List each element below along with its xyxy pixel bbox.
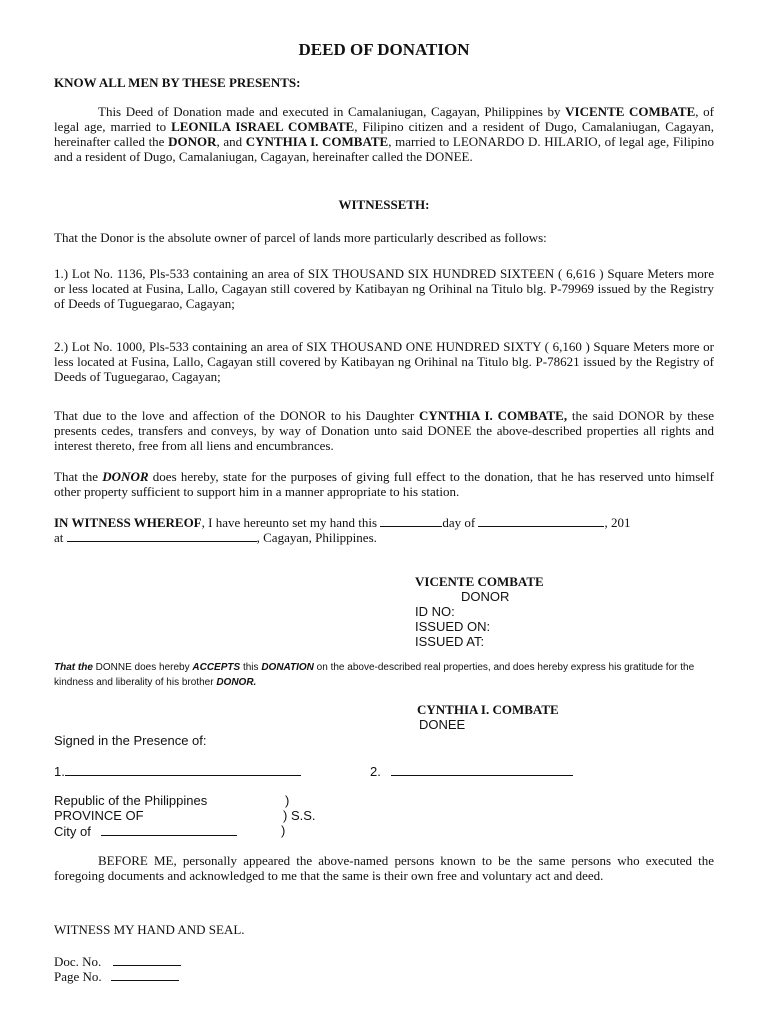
donor-label: DONOR [168,134,217,149]
document-title: DEED OF DONATION [298,40,470,59]
donor-signature-name: VICENTE COMBATE [415,574,544,589]
acceptance-text-2: this [240,662,262,673]
donee-signature-name: CYNTHIA I. COMBATE [417,702,559,717]
province-label: PROVINCE OF [54,808,144,823]
place-at-label: at [54,530,67,545]
before-me-paragraph [54,853,714,883]
donor-spouse-name: LEONILA ISRAEL COMBATE [171,119,355,134]
witness-whereof-paragraph [54,514,714,530]
absolute-owner-paragraph: That the Donor is the absolute owner of parcel of lands more particularly described as follows: [54,230,547,245]
witness-whereof-text-3: , 201 [604,515,631,530]
donee-signature-role: DONEE [419,717,466,732]
doc-no-blank[interactable] [113,953,181,966]
intro-text-4: , and [216,134,246,149]
donor-signature-role: DONOR [461,589,510,604]
donor-issued-on: ISSUED ON: [415,619,491,634]
donor-id-no: ID NO: [415,604,455,619]
republic-paren: ) [285,793,290,808]
intro-text-5: , married to LEONARDO D. HILARIO, of legal age, Filipino and a resident of Dugo, Camalaniugan, Cagayan, hereinafter called the DONEE. [54,134,714,164]
daughter-name: CYNTHIA I. COMBATE, [419,408,568,423]
city-paren: ) [281,823,286,838]
intro-text-2: , of legal age, married to [54,104,714,134]
republic-label: Republic of the Philippines [54,793,208,808]
page-no-label: Page No. [54,969,102,984]
signed-presence-label: Signed in the Presence of: [54,733,207,748]
donee-name: CYNTHIA I. COMBATE [245,134,389,149]
reserve-donor-label: DONOR [102,469,149,484]
reserve-text-1: That the [54,469,103,484]
intro-text-1: This Deed of Donation made and executed in Camalaniugan, Cagayan, Philippines by [98,104,566,119]
lot-2-paragraph: 2.) Lot No. 1000, Pls-533 containing an area of SIX THOUSAND ONE HUNDRED SIXTY ( 6,160 ) Square Meters more or less located at Fusina, Lallo, Cagayan still covered by Katibayan ng Orihinal na Titulo blg. P-78621 issued by the Registry of Deeds of Tuguegarao, Cagayan; [54,339,714,384]
place-blank[interactable] [67,529,257,542]
love-text-1: That due to the love and affection of the DONOR to his Daughter [54,408,419,423]
love-affection-paragraph [54,408,714,453]
witnesseth-heading: WITNESSETH: [338,197,430,212]
witness-1-line [54,763,301,779]
doc-no-label: Doc. No. [54,954,102,969]
reserve-text-2: does hereby, state for the purposes of giving full effect to the donation, that he has reserved unto himself other property sufficient to support him in a manner appropriate to his station. [54,469,714,499]
witness-1-label: 1. [54,764,65,779]
witness-whereof-text-2: day of [442,515,479,530]
witness-1-blank[interactable] [65,763,301,776]
know-all-heading: KNOW ALL MEN BY THESE PRESENTS: [54,75,301,90]
city-blank[interactable] [101,823,237,836]
page-no-blank[interactable] [111,968,179,981]
before-me-lead: BEFORE ME [98,853,174,868]
acceptance-accepts: ACCEPTS [192,662,241,673]
day-blank[interactable] [380,514,442,527]
donor-issued-at: ISSUED AT: [415,634,485,649]
witness-2-line [370,763,573,779]
acceptance-text-1: DONNE does hereby [92,662,193,673]
doc-no-line [54,953,181,969]
intro-text-3: , Filipino citizen and a resident of Dugo, Camalaniugan, Cagayan, hereinafter called the [54,119,714,149]
witness-hand-seal: WITNESS MY HAND AND SEAL. [54,922,245,937]
love-text-2: the said DONOR by these presents cedes, transfers and conveys, by way of Donation unto said DONEE the above-described properties all rights and interest thereto, free from all liens and encumbrances. [54,408,714,453]
acceptance-text-3: on the above-described real properties, and does hereby express his gratitude for the kindness and liberality of his brother [54,662,695,688]
city-label: City of [54,824,91,839]
place-line [54,529,377,545]
witness-2-label: 2. [370,764,381,779]
donor-name: VICENTE COMBATE [565,104,696,119]
reserve-paragraph [54,469,714,499]
before-me-text: , personally appeared the above-named persons known to be the same persons who executed the foregoing documents and acknowledged to me that the same is their own free and voluntary act and deed. [54,853,715,883]
intro-paragraph [54,104,714,164]
acceptance-donor: DONOR. [216,677,257,688]
witness-2-blank[interactable] [391,763,573,776]
lot-1-paragraph: 1.) Lot No. 1136, Pls-533 containing an area of SIX THOUSAND SIX HUNDRED SIXTEEN ( 6,616 ) Square Meters more or less located at Fusina, Lallo, Cagayan still covered by Katibayan ng Orihinal na Titulo blg. P-79969 issued by the Registry of Deeds of Tuguegarao, Cagayan; [54,266,714,311]
witness-whereof-text-1: , I have hereunto set my hand this [201,515,381,530]
city-line [54,823,237,839]
acceptance-lead: That the [54,662,93,673]
place-suffix: , Cagayan, Philippines. [256,530,377,545]
acceptance-paragraph [54,660,714,690]
acceptance-donation: DONATION [261,662,314,673]
witness-whereof-label: IN WITNESS WHEREOF [54,515,202,530]
month-blank[interactable] [478,514,604,527]
ss-label: ) S.S. [283,808,316,823]
page-no-line [54,968,179,984]
